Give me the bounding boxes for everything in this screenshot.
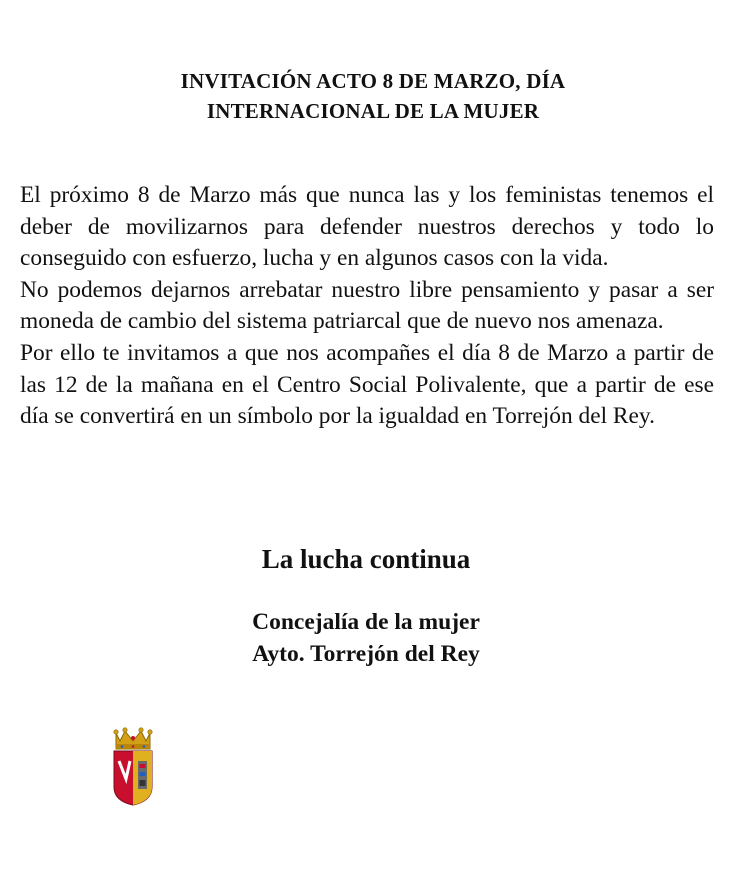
document-title [0, 66, 746, 126]
signature-block [0, 606, 732, 670]
title-line-1: INVITACIÓN ACTO 8 DE MARZO, DÍA [180, 69, 566, 93]
signature-department: Concejalía de la mujer [252, 609, 480, 635]
coat-of-arms-icon [108, 727, 158, 807]
invitation-body [20, 180, 714, 433]
paragraph-1: El próximo 8 de Marzo más que nunca las y los feministas tenemos el deber de movilizarnos para defender nuestros derechos y todo lo conseguido con esfuerzo, lucha y en algunos casos con la vida. [20, 182, 714, 272]
paragraph-2: No podemos dejarnos arrebatar nuestro libre pensamiento y pasar a ser moneda de cambio del sistema patriarcal que de nuevo nos amenaza. [20, 276, 714, 335]
title-line-2: INTERNACIONAL DE LA MUJER [206, 99, 540, 123]
motto-heading: La lucha continua [261, 544, 471, 574]
paragraph-3: Por ello te invitamos a que nos acompañes el día 8 de Marzo a partir de las 12 de la mañana en el Centro Social Polivalente, que a partir de ese día se convertirá en un símbolo por la igualdad en Torrejón del Rey. [20, 339, 714, 430]
shield-icon [114, 751, 152, 805]
crown-icon [114, 728, 152, 749]
signature-council: Ayto. Torrejón del Rey [252, 641, 480, 667]
